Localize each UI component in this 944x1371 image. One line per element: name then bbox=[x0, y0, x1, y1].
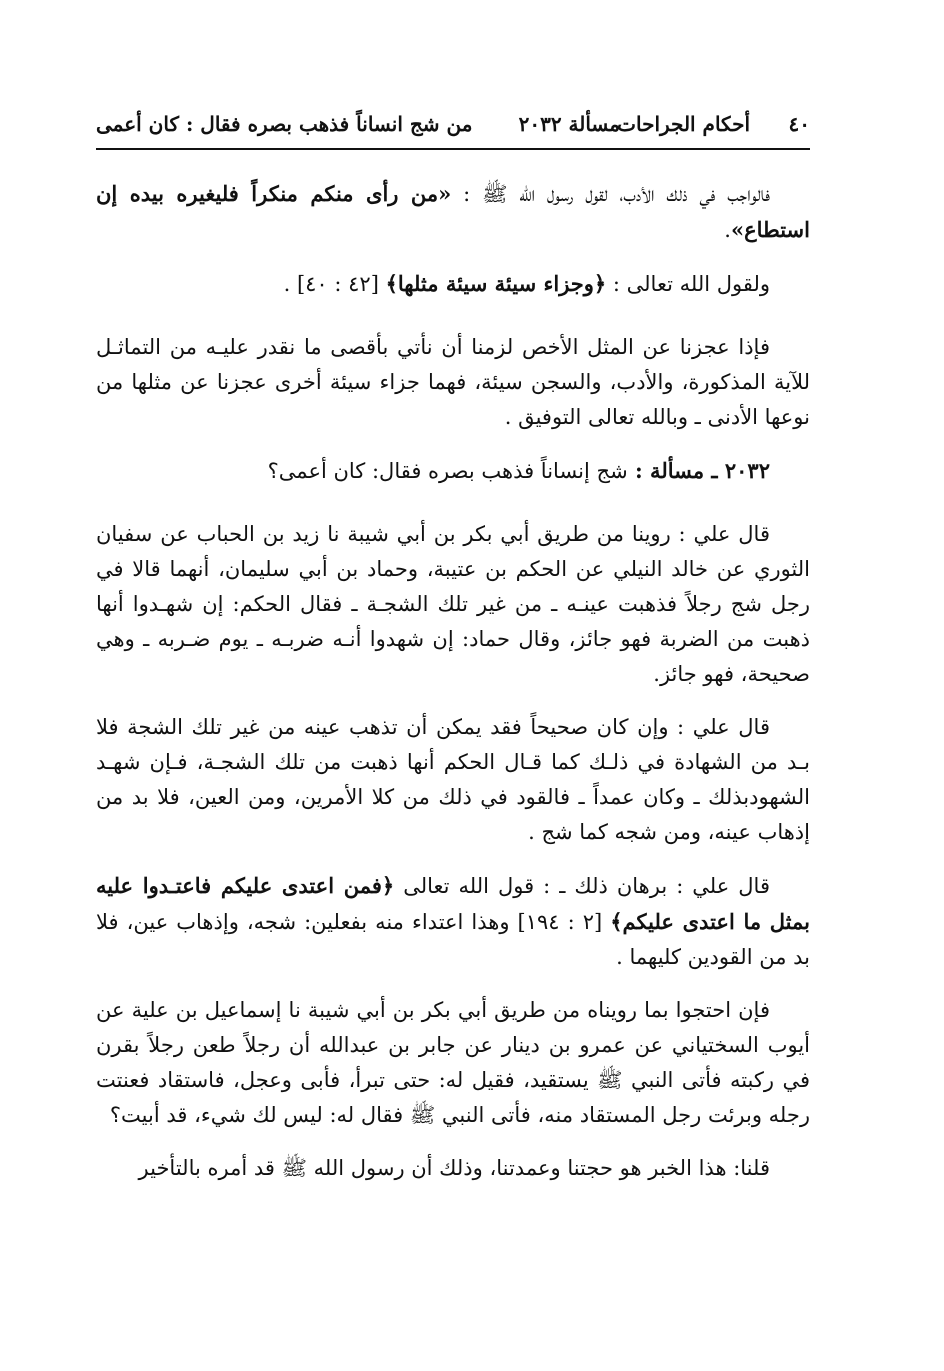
paragraph: قال علي : وإن كان صحيحاً فقد يمكن أن تذهب عينه من غير تلك الشجة فلا بـد من الشهادة في ذلـك كما قـال الحكم أنها ذهبت من تلك الشجـة، فـإن شهـد الشهودبذلك ـ وكان عمداً ـ فالقود في ذلك من كلا الأمرين، ومن العين، فلا بد من إذهاب عينه، ومن شجه كما شج . bbox=[96, 715, 810, 844]
paragraph: فإذا عجزنا عن المثل الأخص لزمنا أن نأتي بأقصى ما نقدر عليـه من التماثـل للآية المذكورة، والأدب، والسجن سيئة، فهما جزاء سيئة أخرى عجزنا عن مثلها من نوعها الأدنى ـ وبالله تعالى التوفيق . bbox=[96, 335, 810, 429]
document-page bbox=[96, 108, 810, 1186]
verse-reference: [٤٢ : ٤٠] . bbox=[283, 272, 386, 296]
book-title: أحكام الجراحات bbox=[617, 112, 750, 136]
paragraph-text: [٢ : ١٩٤] وهذا اعتداء منه بفعلين: شجه، وإذهاب عين، فلا بد من القودين كليهما . bbox=[96, 910, 810, 969]
paragraph-text: . bbox=[724, 218, 731, 242]
paragraph-text: ولقول الله تعالى : bbox=[606, 272, 770, 296]
hadith-quote: «من رأى منكم منكراً فليغيره بيده إن استطاع» bbox=[96, 181, 810, 242]
paragraph-text: قال علي : برهان ذلك ـ : قول الله تعالى bbox=[394, 874, 770, 898]
running-header bbox=[96, 108, 810, 150]
paragraph: قال علي : روينا من طريق أبي بكر بن أبي شيبة نا زيد بن الحباب عن سفيان الثوري عن خالد النيلي عن الحكم بن عتيبة، وحماد بن أبي سليمان، أنهما قالا في رجل شج رجلاً فذهبت عينـه ـ من غير تلك الشجـة ـ فقال الحكم: إن شهـدوا أنها ذهبت من الضربة فهو جائز، وقال حماد: إن شهدوا أنـه ضربـه ـ يوم ضـربه ـ وهي صحيحة، فهو جائز. bbox=[96, 522, 810, 686]
section-topic: من شج انساناً فذهب بصره فقال : كان أعمى bbox=[96, 112, 473, 136]
paragraph: فإن احتجوا بما رويناه من طريق أبي بكر بن أبي شيبة نا إسماعيل بن علية عن أيوب السختياني عن عمرو بن دينار عن جابر بن عبدالله أن رجلاً طعن رجلاً بقرن في ركبته فأتى النبي ﷺ يستقيد، فقيل له: حتى تبرأ، فأبى وعجل، فاستقاد فعنتت رجله وبرئت رجل المستقاد منه، فأتى النبي ﷺ فقال له: ليس لك شيء، قد أبيت؟ bbox=[96, 998, 810, 1127]
paragraph bbox=[96, 868, 810, 975]
paragraph bbox=[96, 176, 810, 248]
page-number: ٤٠ bbox=[788, 112, 810, 136]
quran-verse: ﴿وجزاء سيئة سيئة مثلها﴾ bbox=[385, 271, 607, 296]
paragraph bbox=[96, 266, 810, 302]
issue-number: ٢٠٣٢ ـ مسألة : bbox=[627, 458, 770, 483]
issue-title: شج إنساناً فذهب بصره فقال: كان أعمى؟ bbox=[267, 459, 628, 483]
issue-label: مسألة ٢٠٣٢ bbox=[518, 112, 620, 136]
issue-heading bbox=[96, 453, 810, 489]
paragraph: قلنا: هذا الخبر هو حجتنا وعمدتنا، وذلك أن رسول الله ﷺ قد أمره بالتأخير bbox=[138, 1156, 770, 1180]
quran-verse: ﴿فمن اعتدى عليكم فاعتـدوا عليه بمثل ما اعتدى عليكم﴾ bbox=[96, 873, 810, 934]
paragraph-text: فالواجب في ذلك الأدب، لقول رسول الله ﷺ : bbox=[451, 182, 771, 206]
